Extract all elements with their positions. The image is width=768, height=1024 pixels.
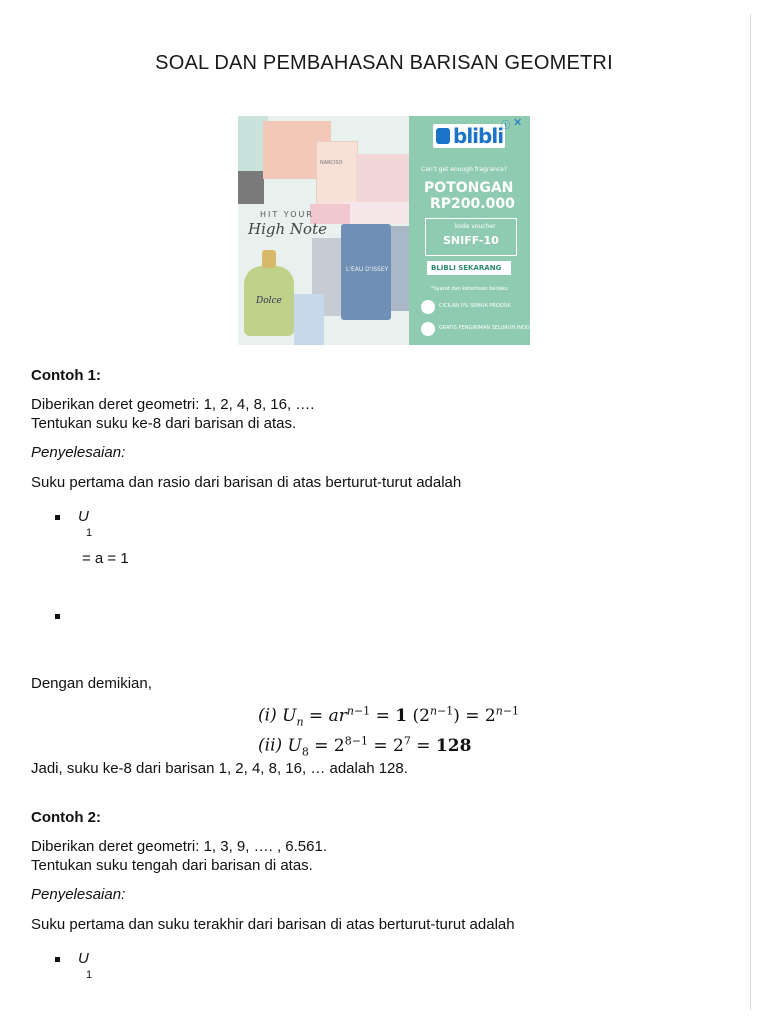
ad-bottle-label-3: L'EAU D'ISSEY	[346, 266, 389, 273]
ad-bottle-label-1: NARCISO	[320, 160, 343, 166]
example2-problem-line2: Tentukan suku tengah dari barisan di atas.	[31, 857, 313, 874]
example1-intro: Suku pertama dan rasio dari barisan di atas berturut-turut adalah	[31, 474, 462, 491]
equation-2-label: (ii)	[258, 735, 283, 756]
example2-heading: Contoh 2:	[31, 809, 101, 826]
example1-solution-label: Penyelesaian:	[31, 444, 126, 461]
example2-problem-line1: Diberikan deret geometri: 1, 3, 9, …. , 6.561.	[31, 838, 327, 855]
installment-icon	[421, 300, 435, 314]
ad-info-icon[interactable]: ⓘ	[501, 121, 511, 131]
equation-2	[258, 734, 471, 758]
example2-intro: Suku pertama dan suku terakhir dari barisan di atas berturut-turut adalah	[31, 916, 515, 933]
example1-conclusion: Jadi, suku ke-8 dari barisan 1, 2, 4, 8, 16, … adalah 128.	[31, 760, 408, 777]
u1-subscript: 1	[86, 969, 93, 981]
equation-1-label: (i)	[258, 705, 277, 726]
example2-solution-label: Penyelesaian:	[31, 886, 126, 903]
example1-therefore: Dengan demikian,	[31, 675, 152, 692]
example1-problem-line2: Tentukan suku ke-8 dari barisan di atas.	[31, 415, 297, 432]
ad-headline-1: POTONGAN	[424, 180, 514, 196]
blibli-bag-icon	[436, 128, 450, 144]
equation-1-body: $U_n = ar^{n-1} = 1$ $(2^{n-1}) = 2^{n-1}$	[282, 704, 520, 729]
ad-promo-panel	[409, 116, 545, 345]
ad-bottle-label-2: Dolce	[256, 296, 282, 306]
ad-voucher-label: kode voucher	[455, 223, 496, 230]
example1-problem-line1: Diberikan deret geometri: 1, 2, 4, 8, 16, ….	[31, 396, 315, 413]
airplane-icon	[421, 322, 435, 336]
page-edge-divider	[750, 14, 751, 1010]
ad-brand: blibli	[453, 124, 504, 148]
equation-1	[258, 704, 519, 728]
page-title: SOAL DAN PEMBAHASAN BARISAN GEOMETRI	[155, 52, 613, 74]
ad-close-icon[interactable]: ✕	[513, 116, 523, 129]
advertisement-banner[interactable]	[238, 116, 545, 345]
ad-image-collage	[238, 116, 409, 345]
bullet	[55, 515, 60, 520]
u1-subscript: 1	[86, 527, 93, 539]
ad-voucher-code: SNIFF-10	[443, 234, 499, 247]
ad-tagline: Can't get enough fragrance?	[421, 166, 508, 173]
ad-slogan-1: HIT YOUR	[260, 210, 314, 219]
ad-cta-label[interactable]: BLIBLI SEKARANG	[431, 264, 502, 272]
ad-perk-1: CICILAN 0% SEMUA PRODUK	[439, 303, 511, 309]
ad-slogan-2: High Note	[248, 220, 327, 238]
equation-2-body: $U_8 = 2^{8-1} = 2^7 = 128$	[287, 734, 472, 759]
u1-symbol: U	[78, 508, 89, 525]
ad-perk-2: GRATIS PENGIRIMAN SELURUH INDONESIA	[439, 325, 545, 331]
u1-value: = a = 1	[82, 550, 129, 567]
u1-symbol: U	[78, 950, 89, 967]
ad-terms: *Syarat dan ketentuan berlaku	[431, 286, 508, 292]
bullet	[55, 957, 60, 962]
example1-heading: Contoh 1:	[31, 367, 101, 384]
ad-headline-2: RP200.000	[430, 196, 515, 212]
bullet	[55, 614, 60, 619]
